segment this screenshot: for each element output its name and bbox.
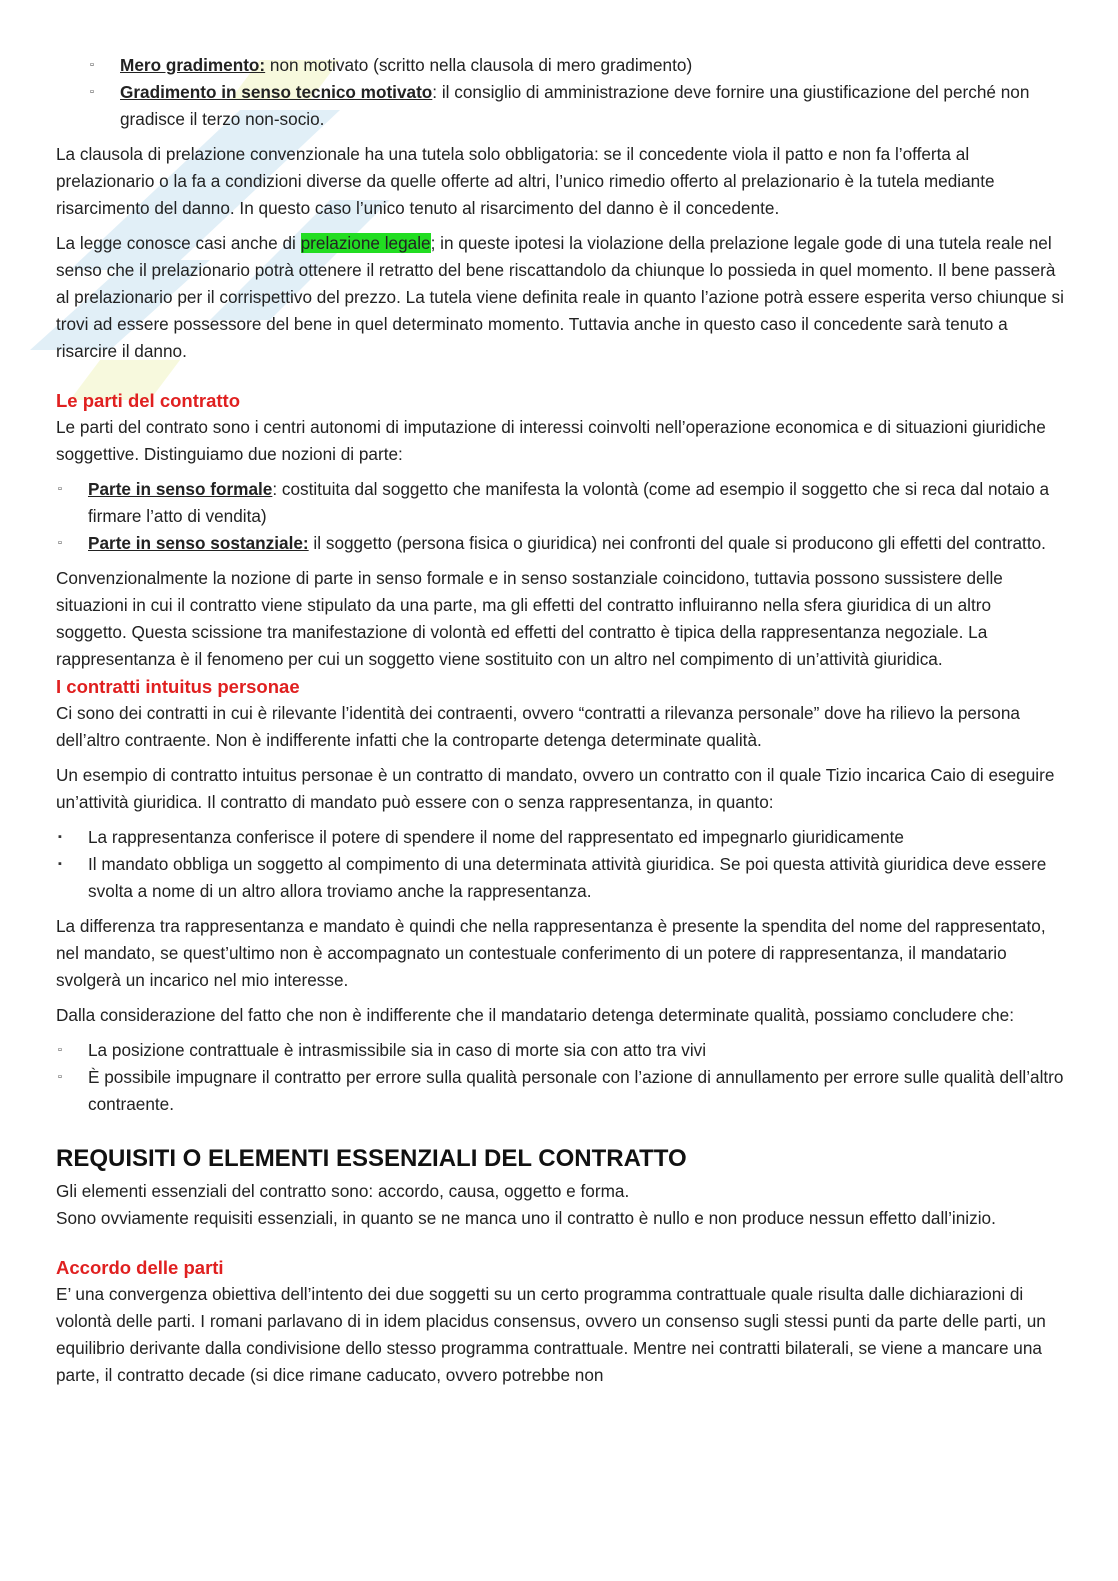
section-heading-accordo: Accordo delle parti [56,1257,224,1278]
list-item: ▫ Gradimento in senso tecnico motivato: il consiglio di amministrazione deve fornire una giustificazione del perché non gradisce il terzo non-socio. [56,79,1066,133]
paragraph-intuitus: Ci sono dei contratti in cui è rilevante l’identità dei contraenti, ovvero “contratti a rilevanza personale” dove ha rilievo la persona dell’altro contraente. Non è indifferente infatti che la controparte detenga determinate qualità. [56,703,1020,750]
conclusioni-list [56,1037,1066,1118]
hollow-square-bullet-icon: ▫ [58,1071,62,1083]
list-item: ▫ Mero gradimento: non motivato (scritto nella clausola di mero gradimento) [56,52,1066,79]
parte-list [56,476,1066,557]
list-item: ▫ Parte in senso sostanziale: il soggetto (persona fisica o giuridica) nei confronti del quale si producono gli effetti del contratto. [56,530,1066,557]
filled-square-bullet-icon: ▪ [58,858,62,870]
paragraph-prelazione-convenzionale: La clausola di prelazione convenzionale ha una tutela solo obbligatoria: se il concedente viola il patto e non fa l’offerta al prelazionario o la fa a condizioni diverse da quelle offerte ad altri, l’unico rimedio offerto al prelazionario è la tutela mediante risarcimento del danno. In questo caso l’unico tenuto al risarcimento del danno è il concedente. [56,144,995,218]
hollow-square-bullet-icon: ▫ [58,537,62,549]
filled-square-bullet-icon: ▪ [58,831,62,843]
list-item: ▫ È possibile impugnare il contratto per errore sulla qualità personale con l’azione di annullamento per errore sulle qualità dell’altro contraente. [56,1064,1066,1118]
paragraph-parti: Le parti del contrato sono i centri autonomi di imputazione di interessi coinvolti nell’operazione economica e di situazioni giuridiche soggettive. Distinguiamo due nozioni di parte: [56,417,1046,464]
paragraph-requisiti-2: Sono ovviamente requisiti essenziali, in quanto se ne manca uno il contratto è nullo e non produce nessun effetto dall’inizio. [56,1208,996,1228]
hollow-square-bullet-icon: ▫ [90,86,94,98]
section-heading-intuitus: I contratti intuitus personae [56,676,300,697]
gradimento-list [56,52,1066,133]
paragraph-convenzionalmente: Convenzionalmente la nozione di parte in senso formale e in senso sostanziale coincidono, tuttavia possono sussistere delle situazioni in cui il contratto viene stipulato da una parte, ma gli effetti del contratto influiranno nella sfera giuridica di un altro soggetto. Questa scissione tra manifestazione di volontà ed effetti del contratto è tipica della rappresentanza negoziale. La rappresentanza è il fenomeno per cui un soggetto viene sostituito con un altro nel compimento di un’attività giuridica. [56,568,1003,669]
mandato-list [56,824,1066,905]
hollow-square-bullet-icon: ▫ [90,59,94,71]
list-item: ▫ Parte in senso formale: costituita dal soggetto che manifesta la volontà (come ad esempio il soggetto che si reca dal notaio a firmare l’atto di vendita) [56,476,1066,530]
list-item: ▪ La rappresentanza conferisce il potere di spendere il nome del rappresentato ed impegnarlo giuridicamente [56,824,1066,851]
paragraph-requisiti-1: Gli elementi essenziali del contratto sono: accordo, causa, oggetto e forma. [56,1181,630,1201]
paragraph-accordo: E’ una convergenza obiettiva dell’intento dei due soggetti su un certo programma contrattuale quale risulta dalle dichiarazioni di volontà delle parti. I romani parlavano di in idem placidus consensus, ovvero un consenso sugli stessi punti da parte delle parti, un equilibrio derivante dalla condivisione dello stesso programma contrattuale. Mentre nei contratti bilaterali, se viene a mancare una parte, il contratto decade (si dice rimane caducato, ovvero potrebbe non [56,1284,1046,1385]
list-item: ▪ Il mandato obbliga un soggetto al compimento di una determinata attività giuridica. Se poi questa attività giuridica deve essere svolta a nome di un altro allora troviamo anche la rappresentanza. [56,851,1066,905]
hollow-square-bullet-icon: ▫ [58,483,62,495]
section-heading-parti: Le parti del contratto [56,390,240,411]
list-item: ▫ La posizione contrattuale è intrasmissibile sia in caso di morte sia con atto tra vivi [56,1037,1066,1064]
paragraph-differenza: La differenza tra rappresentanza e mandato è quindi che nella rappresentanza è presente la spendita del nome del rappresentato, nel mandato, se quest’ultimo non è accompagnato un contestuale conferimento di un potere di rappresentanza, il mandatario svolgerà un incarico nel mio interesse. [56,916,1046,990]
document-page [56,52,1066,1397]
paragraph-prelazione-legale: La legge conosce casi anche di prelazione legale; in queste ipotesi la violazione della prelazione legale gode di una tutela reale nel senso che il prelazionario potrà ottenere il retratto del bene riscattandolo da chiunque lo possieda in quel momento. Il bene passerà al prelazionario per il corrispettivo del prezzo. La tutela viene definita reale in quanto l’azione potrà essere esperita verso chiunque si trovi ad essere possessore del bene in quel determinato momento. Tuttavia anche in questo caso il concedente sarà tenuto a risarcire il danno. [56,233,1064,361]
paragraph-dalla: Dalla considerazione del fatto che non è indifferente che il mandatario detenga determinate qualità, possiamo concludere che: [56,1005,1015,1025]
highlighted-term: prelazione legale [300,233,431,253]
paragraph-esempio: Un esempio di contratto intuitus personae è un contratto di mandato, ovvero un contratto con il quale Tizio incarica Caio di eseguire un’attività giuridica. Il contratto di mandato può essere con o senza rappresentanza, in quanto: [56,765,1055,812]
hollow-square-bullet-icon: ▫ [58,1044,62,1056]
chapter-heading-requisiti: REQUISITI O ELEMENTI ESSENZIALI DEL CONTRATTO [56,1145,687,1172]
